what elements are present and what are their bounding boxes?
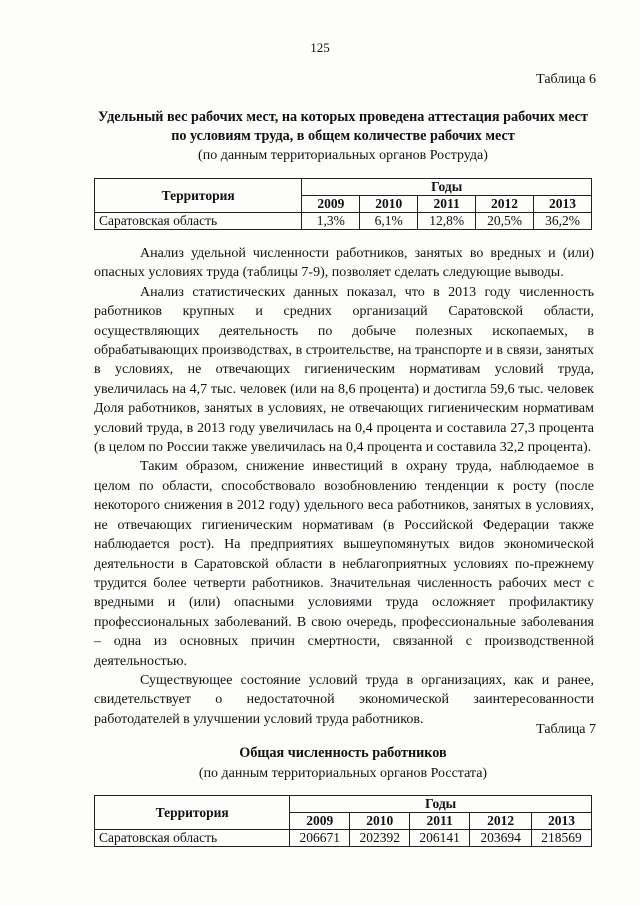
table6-year: 2013 — [534, 196, 592, 213]
table7-year: 2011 — [410, 813, 470, 830]
table7-cell: 202392 — [350, 830, 410, 847]
table7-title: Общая численность работников — [239, 745, 447, 761]
paragraph: Таким образом, снижение инвестиций в охрану труда, наблюдаемое в целом по области, способствовало возобновлению тенденции к росту (после некоторого снижения в 2012 году) удельного веса работников, занятых в условиях, не отвечающих гигиеническим нормативам (в Российской Федерации также наблюдается рост). На предприятиях вышеупомянутых видов экономической деятельности в Саратовской области в неблагоприятных условиях по-прежнему трудится более четверти работников. Значительная численность рабочих мест с вредными и (или) опасными условиями труда осложняет профилактику профессиональных заболеваний. В свою очередь, профессиональные заболевания – одна из основных причин смертности, связанной с производственной деятельностью. — [94, 459, 594, 669]
table6-header-years: Годы — [302, 179, 592, 196]
table6-year: 2011 — [418, 196, 476, 213]
table-row — [95, 830, 592, 847]
table6-label: Таблица 6 — [536, 72, 596, 87]
table6-header-territory: Территория — [95, 179, 302, 213]
table6-cell: 6,1% — [360, 213, 418, 230]
table7-cell: 203694 — [470, 830, 532, 847]
table7-cell: 218569 — [532, 830, 592, 847]
table6-year: 2010 — [360, 196, 418, 213]
table6 — [94, 178, 592, 230]
table7-cell: 206141 — [410, 830, 470, 847]
table6-cell: 36,2% — [534, 213, 592, 230]
table7-header-territory: Территория — [95, 796, 290, 830]
paragraph: Анализ статистических данных показал, что в 2013 году численность работников крупных и средних организаций Саратовской области, осуществляющих деятельность по добыче полезных ископаемых, в обрабатывающих производствах, в строительстве, на транспорте и в связи, занятых в условиях, не отвечающих гигиеническим нормативам условий труда, увеличилась на 4,7 тыс. человек (или на 8,6 процента) и достигла 59,6 тыс. человек Доля работников, занятых в условиях, не отвечающих гигиеническим нормативам условий труда, в 2013 году увеличилась на 0,4 процента и составила 27,3 процента (в целом по России также увеличилась на 0,4 процента и составила 32,2 процента). — [94, 284, 594, 456]
table7-year: 2010 — [350, 813, 410, 830]
table7-year: 2009 — [290, 813, 350, 830]
table7-header-row — [95, 796, 592, 813]
table6-row-name: Саратовская область — [95, 213, 302, 230]
table6-header-row — [95, 179, 592, 196]
table7-subtitle: (по данным территориальных органов Росстата) — [198, 766, 488, 781]
page-number: 125 — [310, 40, 330, 55]
table6-cell: 20,5% — [476, 213, 534, 230]
paragraph: Существующее состояние условий труда в организациях, как и ранее, свидетельствует о недостаточной экономической заинтересованности работодателей в улучшении условий труда работников. — [94, 672, 594, 727]
table6-year: 2009 — [302, 196, 360, 213]
table6-cell: 12,8% — [418, 213, 476, 230]
table7-cell: 206671 — [290, 830, 350, 847]
table7-header-years: Годы — [290, 796, 592, 813]
table6-cell: 1,3% — [302, 213, 360, 230]
body-text — [94, 244, 594, 729]
table7-label: Таблица 7 — [536, 722, 596, 737]
table7 — [94, 795, 592, 847]
table6-subtitle: (по данным территориальных органов Роструда) — [198, 148, 488, 163]
table6-title: Удельный вес рабочих мест, на которых проведена аттестация рабочих мест по условиям труда, в общем количестве рабочих мест — [98, 109, 588, 144]
table7-year: 2013 — [532, 813, 592, 830]
table7-row-name: Саратовская область — [95, 830, 290, 847]
table-row — [95, 213, 592, 230]
paragraph: Анализ удельной численности работников, занятых во вредных и (или) опасных условиях труда (таблицы 7-9), позволяет сделать следующие выводы. — [94, 246, 594, 281]
table7-year: 2012 — [470, 813, 532, 830]
table6-year: 2012 — [476, 196, 534, 213]
